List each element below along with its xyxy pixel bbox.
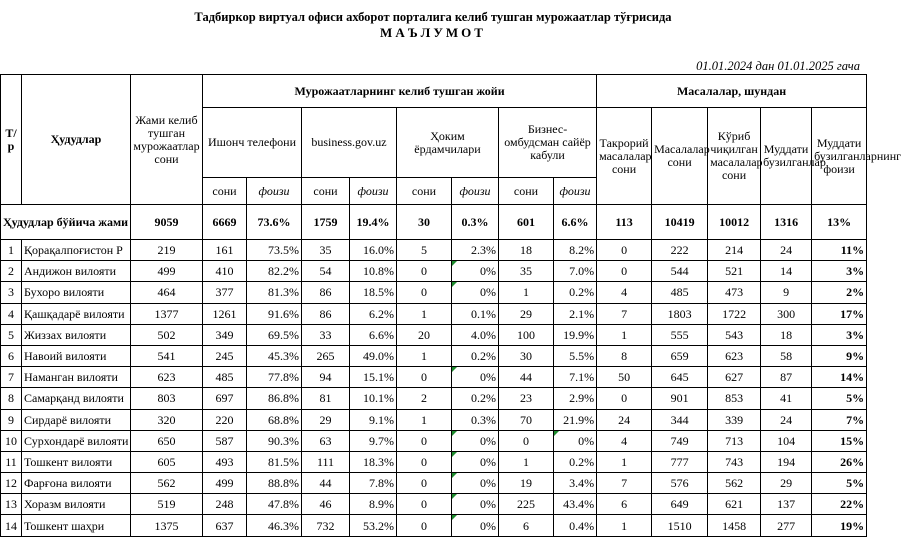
cell-issues: 901 <box>652 388 708 409</box>
cell-phone-count: 245 <box>203 345 247 366</box>
cell-phone-share: 46.3% <box>247 515 302 536</box>
header-business: business.gov.uz <box>302 108 397 178</box>
cell-reviewed: 339 <box>708 409 761 430</box>
cell-overdue: 18 <box>761 324 812 345</box>
cell-repeated: 8 <box>597 345 652 366</box>
table-row <box>1 430 867 451</box>
cell-issues: 749 <box>652 430 708 451</box>
cell-region: Қашқадарё вилояти <box>22 303 131 324</box>
cell-overdue-share: 26% <box>812 451 867 472</box>
appeals-table <box>0 74 901 537</box>
cell-business-share: 53.2% <box>350 515 397 536</box>
table-row <box>1 473 867 494</box>
header-share: фоизи <box>452 178 499 205</box>
cell-issues: 649 <box>652 494 708 515</box>
cell-total: 320 <box>131 409 203 430</box>
cell-ombudsman-share: 3.4% <box>554 473 597 494</box>
header-count: сони <box>302 178 350 205</box>
cell-phone-count: 220 <box>203 409 247 430</box>
cell-num: 14 <box>1 515 22 536</box>
cell-num: 10 <box>1 430 22 451</box>
cell-issues: 777 <box>652 451 708 472</box>
cell-repeated: 4 <box>597 430 652 451</box>
cell-phone-count: 248 <box>203 494 247 515</box>
cell-overdue: 87 <box>761 367 812 388</box>
cell-hokim-count: 1 <box>397 345 452 366</box>
cell-ombudsman-share: 7.1% <box>554 367 597 388</box>
cell-total: 499 <box>131 261 203 282</box>
cell-region: Сурхондарё вилояти <box>22 430 131 451</box>
table-row <box>1 345 867 366</box>
cell-hokim-count: 0 <box>397 473 452 494</box>
cell-ombudsman-count: 23 <box>499 388 554 409</box>
cell-ombudsman-count: 100 <box>499 324 554 345</box>
header-share: фоизи <box>247 178 302 205</box>
cell-phone-count: 161 <box>203 240 247 261</box>
cell-ombudsman-share: 7.0% <box>554 261 597 282</box>
cell-ombudsman-share: 0.4% <box>554 515 597 536</box>
header-region: Ҳудудлар <box>22 75 131 205</box>
cell-ombudsman-share: 0.2% <box>554 282 597 303</box>
cell-repeated: 1 <box>597 324 652 345</box>
cell-business-share: 49.0% <box>350 345 397 366</box>
cell-reviewed: 214 <box>708 240 761 261</box>
cell-total: 519 <box>131 494 203 515</box>
cell-ombudsman-share: 0.2% <box>554 451 597 472</box>
cell-total: 219 <box>131 240 203 261</box>
cell-issues: 1510 <box>652 515 708 536</box>
cell-hokim-count: 0 <box>397 430 452 451</box>
cell-total: 9059 <box>131 205 203 240</box>
cell-overdue: 277 <box>761 515 812 536</box>
cell-ombudsman-share: 2.1% <box>554 303 597 324</box>
cell-overdue: 137 <box>761 494 812 515</box>
cell-reviewed: 562 <box>708 473 761 494</box>
table-row <box>1 282 867 303</box>
header-num: Т/р <box>1 75 22 205</box>
header-reviewed: Кўриб чиқилган масалалар сони <box>708 108 761 205</box>
cell-overdue-share: 11% <box>812 240 867 261</box>
cell-overdue: 29 <box>761 473 812 494</box>
cell-ombudsman-count: 29 <box>499 303 554 324</box>
cell-issues: 659 <box>652 345 708 366</box>
cell-ombudsman-share: 0% <box>554 430 597 451</box>
cell-phone-share: 90.3% <box>247 430 302 451</box>
cell-phone-count: 349 <box>203 324 247 345</box>
cell-hokim-share: 0.3% <box>452 409 499 430</box>
report-subtitle: МАЪЛУМОТ <box>380 25 486 40</box>
cell-repeated: 24 <box>597 409 652 430</box>
cell-overdue-share: 14% <box>812 367 867 388</box>
cell-region: Навоий вилояти <box>22 345 131 366</box>
table-row <box>1 388 867 409</box>
cell-hokim-share: 2.3% <box>452 240 499 261</box>
cell-phone-share: 88.8% <box>247 473 302 494</box>
cell-overdue-share: 7% <box>812 409 867 430</box>
cell-phone-share: 86.8% <box>247 388 302 409</box>
cell-overdue: 300 <box>761 303 812 324</box>
cell-issues: 576 <box>652 473 708 494</box>
cell-phone-count: 499 <box>203 473 247 494</box>
cell-num: 5 <box>1 324 22 345</box>
cell-business-count: 46 <box>302 494 350 515</box>
cell-num: 12 <box>1 473 22 494</box>
cell-overdue-share: 19% <box>812 515 867 536</box>
cell-business-share: 19.4% <box>350 205 397 240</box>
cell-business-count: 1759 <box>302 205 350 240</box>
cell-hokim-share: 0% <box>452 261 499 282</box>
cell-ombudsman-count: 1 <box>499 282 554 303</box>
cell-num: 8 <box>1 388 22 409</box>
cell-business-count: 94 <box>302 367 350 388</box>
cell-business-share: 10.1% <box>350 388 397 409</box>
cell-phone-share: 91.6% <box>247 303 302 324</box>
cell-business-share: 7.8% <box>350 473 397 494</box>
header-share: фоизи <box>554 178 597 205</box>
cell-ombudsman-count: 225 <box>499 494 554 515</box>
cell-hokim-count: 0 <box>397 451 452 472</box>
cell-phone-share: 69.5% <box>247 324 302 345</box>
cell-overdue-share: 17% <box>812 303 867 324</box>
header-repeated: Такрорий масалалар сони <box>597 108 652 205</box>
cell-business-count: 54 <box>302 261 350 282</box>
cell-reviewed: 1458 <box>708 515 761 536</box>
cell-business-share: 6.2% <box>350 303 397 324</box>
cell-hokim-count: 0 <box>397 515 452 536</box>
cell-business-count: 29 <box>302 409 350 430</box>
cell-phone-count: 587 <box>203 430 247 451</box>
table-row <box>1 324 867 345</box>
cell-hokim-count: 5 <box>397 240 452 261</box>
cell-business-count: 265 <box>302 345 350 366</box>
cell-repeated: 7 <box>597 473 652 494</box>
cell-hokim-share: 0% <box>452 515 499 536</box>
cell-overdue-share: 3% <box>812 261 867 282</box>
cell-total: 1377 <box>131 303 203 324</box>
cell-repeated: 50 <box>597 367 652 388</box>
cell-region: Жиззах вилояти <box>22 324 131 345</box>
header-hokim: Ҳоким ёрдамчилари <box>397 108 499 178</box>
cell-overdue-share: 15% <box>812 430 867 451</box>
cell-issues: 485 <box>652 282 708 303</box>
cell-overdue-share: 3% <box>812 324 867 345</box>
cell-business-share: 8.9% <box>350 494 397 515</box>
cell-overdue: 104 <box>761 430 812 451</box>
cell-total: 562 <box>131 473 203 494</box>
header-overdue-share: Муддати бузилганларнинг фоизи <box>812 108 867 205</box>
cell-business-count: 86 <box>302 303 350 324</box>
table-row <box>1 409 867 430</box>
cell-region: Хоразм вилояти <box>22 494 131 515</box>
cell-phone-share: 47.8% <box>247 494 302 515</box>
cell-total: 541 <box>131 345 203 366</box>
cell-total: 464 <box>131 282 203 303</box>
cell-reviewed: 473 <box>708 282 761 303</box>
header-ombudsman: Бизнес-омбудсман сайёр кабули <box>499 108 597 178</box>
cell-overdue: 58 <box>761 345 812 366</box>
cell-phone-count: 377 <box>203 282 247 303</box>
cell-hokim-count: 1 <box>397 409 452 430</box>
cell-phone-share: 45.3% <box>247 345 302 366</box>
cell-ombudsman-share: 19.9% <box>554 324 597 345</box>
cell-business-share: 6.6% <box>350 324 397 345</box>
table-row <box>1 494 867 515</box>
cell-reviewed: 623 <box>708 345 761 366</box>
cell-num: 1 <box>1 240 22 261</box>
cell-hokim-share: 0% <box>452 367 499 388</box>
cell-ombudsman-share: 43.4% <box>554 494 597 515</box>
cell-business-count: 111 <box>302 451 350 472</box>
cell-ombudsman-count: 30 <box>499 345 554 366</box>
cell-region: Сирдарё вилояти <box>22 409 131 430</box>
cell-overdue-share: 9% <box>812 345 867 366</box>
cell-hokim-share: 0% <box>452 451 499 472</box>
cell-hokim-share: 0% <box>452 494 499 515</box>
cell-ombudsman-count: 44 <box>499 367 554 388</box>
cell-issues: 222 <box>652 240 708 261</box>
cell-region: Қорақалпоғистон Р <box>22 240 131 261</box>
header-share: фоизи <box>350 178 397 205</box>
header-phone: Ишонч телефони <box>203 108 302 178</box>
cell-hokim-share: 0.1% <box>452 303 499 324</box>
cell-reviewed: 521 <box>708 261 761 282</box>
header-issues-count: Масалалар сони <box>652 108 708 205</box>
header-source-group: Мурожаатларнинг келиб тушган жойи <box>203 75 597 108</box>
cell-hokim-share: 0% <box>452 473 499 494</box>
cell-ombudsman-share: 2.9% <box>554 388 597 409</box>
cell-region: Самарқанд вилояти <box>22 388 131 409</box>
cell-ombudsman-count: 601 <box>499 205 554 240</box>
cell-repeated: 0 <box>597 240 652 261</box>
cell-business-count: 732 <box>302 515 350 536</box>
cell-business-share: 18.3% <box>350 451 397 472</box>
cell-reviewed: 543 <box>708 324 761 345</box>
cell-region: Андижон вилояти <box>22 261 131 282</box>
total-row <box>1 205 867 240</box>
cell-overdue: 24 <box>761 409 812 430</box>
cell-issues: 1803 <box>652 303 708 324</box>
cell-overdue: 9 <box>761 282 812 303</box>
cell-phone-share: 73.5% <box>247 240 302 261</box>
cell-ombudsman-share: 21.9% <box>554 409 597 430</box>
cell-business-share: 9.7% <box>350 430 397 451</box>
cell-hokim-count: 1 <box>397 303 452 324</box>
cell-phone-count: 6669 <box>203 205 247 240</box>
cell-business-count: 33 <box>302 324 350 345</box>
cell-hokim-share: 0% <box>452 282 499 303</box>
cell-phone-share: 81.3% <box>247 282 302 303</box>
cell-issues: 344 <box>652 409 708 430</box>
cell-num: 3 <box>1 282 22 303</box>
cell-ombudsman-count: 6 <box>499 515 554 536</box>
cell-overdue-share: 13% <box>812 205 867 240</box>
cell-repeated: 0 <box>597 388 652 409</box>
cell-total: 650 <box>131 430 203 451</box>
table-row <box>1 240 867 261</box>
cell-issues: 10419 <box>652 205 708 240</box>
table-row <box>1 367 867 388</box>
cell-num: 13 <box>1 494 22 515</box>
cell-hokim-count: 0 <box>397 367 452 388</box>
cell-ombudsman-share: 6.6% <box>554 205 597 240</box>
cell-issues: 544 <box>652 261 708 282</box>
date-range: 01.01.2024 дан 01.01.2025 гача <box>696 59 860 73</box>
cell-reviewed: 10012 <box>708 205 761 240</box>
table-row <box>1 261 867 282</box>
table-row <box>1 303 867 324</box>
cell-total: 803 <box>131 388 203 409</box>
cell-phone-count: 485 <box>203 367 247 388</box>
cell-hokim-count: 0 <box>397 494 452 515</box>
cell-hokim-count: 20 <box>397 324 452 345</box>
total-label: Ҳудудлар бўйича жами <box>1 205 131 240</box>
cell-overdue: 14 <box>761 261 812 282</box>
header-count: сони <box>499 178 554 205</box>
cell-total: 502 <box>131 324 203 345</box>
cell-num: 7 <box>1 367 22 388</box>
cell-phone-share: 81.5% <box>247 451 302 472</box>
cell-business-count: 81 <box>302 388 350 409</box>
cell-hokim-count: 2 <box>397 388 452 409</box>
cell-repeated: 113 <box>597 205 652 240</box>
cell-phone-share: 68.8% <box>247 409 302 430</box>
cell-overdue-share: 5% <box>812 388 867 409</box>
cell-overdue-share: 22% <box>812 494 867 515</box>
cell-reviewed: 713 <box>708 430 761 451</box>
cell-region: Фарғона вилояти <box>22 473 131 494</box>
header-count: сони <box>203 178 247 205</box>
cell-business-share: 10.8% <box>350 261 397 282</box>
header-overdue: Муддати бузилганлар <box>761 108 812 205</box>
cell-business-share: 15.1% <box>350 367 397 388</box>
cell-reviewed: 627 <box>708 367 761 388</box>
cell-num: 4 <box>1 303 22 324</box>
cell-hokim-share: 0.2% <box>452 388 499 409</box>
cell-business-share: 9.1% <box>350 409 397 430</box>
cell-business-count: 63 <box>302 430 350 451</box>
cell-reviewed: 853 <box>708 388 761 409</box>
cell-reviewed: 743 <box>708 451 761 472</box>
cell-ombudsman-count: 0 <box>499 430 554 451</box>
cell-repeated: 1 <box>597 515 652 536</box>
table-row <box>1 451 867 472</box>
cell-issues: 555 <box>652 324 708 345</box>
cell-ombudsman-count: 70 <box>499 409 554 430</box>
cell-overdue: 24 <box>761 240 812 261</box>
cell-phone-count: 637 <box>203 515 247 536</box>
cell-business-count: 44 <box>302 473 350 494</box>
report-title: Тадбиркор виртуал офиси ахборот порталига келиб тушган мурожаатлар тўғрисида <box>194 10 672 24</box>
cell-repeated: 6 <box>597 494 652 515</box>
cell-phone-share: 77.8% <box>247 367 302 388</box>
cell-phone-count: 1261 <box>203 303 247 324</box>
cell-overdue: 194 <box>761 451 812 472</box>
cell-business-count: 86 <box>302 282 350 303</box>
cell-hokim-count: 30 <box>397 205 452 240</box>
cell-phone-share: 82.2% <box>247 261 302 282</box>
cell-ombudsman-share: 5.5% <box>554 345 597 366</box>
cell-overdue-share: 5% <box>812 473 867 494</box>
cell-hokim-share: 4.0% <box>452 324 499 345</box>
cell-num: 11 <box>1 451 22 472</box>
cell-phone-count: 697 <box>203 388 247 409</box>
cell-total: 605 <box>131 451 203 472</box>
cell-reviewed: 621 <box>708 494 761 515</box>
cell-overdue-share: 2% <box>812 282 867 303</box>
cell-phone-share: 73.6% <box>247 205 302 240</box>
cell-phone-count: 493 <box>203 451 247 472</box>
cell-total: 1375 <box>131 515 203 536</box>
cell-repeated: 0 <box>597 261 652 282</box>
cell-region: Тошкент шаҳри <box>22 515 131 536</box>
cell-ombudsman-count: 19 <box>499 473 554 494</box>
cell-ombudsman-count: 18 <box>499 240 554 261</box>
cell-ombudsman-share: 8.2% <box>554 240 597 261</box>
cell-phone-count: 410 <box>203 261 247 282</box>
cell-num: 9 <box>1 409 22 430</box>
header-issues-group: Масалалар, шундан <box>597 75 867 108</box>
cell-total: 623 <box>131 367 203 388</box>
cell-reviewed: 1722 <box>708 303 761 324</box>
cell-ombudsman-count: 1 <box>499 451 554 472</box>
cell-hokim-share: 0.2% <box>452 345 499 366</box>
cell-hokim-count: 0 <box>397 282 452 303</box>
cell-business-share: 16.0% <box>350 240 397 261</box>
cell-repeated: 1 <box>597 451 652 472</box>
cell-repeated: 4 <box>597 282 652 303</box>
cell-num: 2 <box>1 261 22 282</box>
cell-hokim-share: 0.3% <box>452 205 499 240</box>
header-count: сони <box>397 178 452 205</box>
cell-num: 6 <box>1 345 22 366</box>
cell-business-count: 35 <box>302 240 350 261</box>
header-total-appeals: Жами келиб тушган мурожаатлар сони <box>131 75 203 205</box>
cell-hokim-share: 0% <box>452 430 499 451</box>
cell-region: Тошкент вилояти <box>22 451 131 472</box>
cell-repeated: 7 <box>597 303 652 324</box>
cell-region: Бухоро вилояти <box>22 282 131 303</box>
cell-ombudsman-count: 35 <box>499 261 554 282</box>
cell-overdue: 1316 <box>761 205 812 240</box>
table-row <box>1 515 867 536</box>
cell-region: Наманган вилояти <box>22 367 131 388</box>
cell-issues: 645 <box>652 367 708 388</box>
cell-hokim-count: 0 <box>397 261 452 282</box>
cell-business-share: 18.5% <box>350 282 397 303</box>
cell-overdue: 41 <box>761 388 812 409</box>
